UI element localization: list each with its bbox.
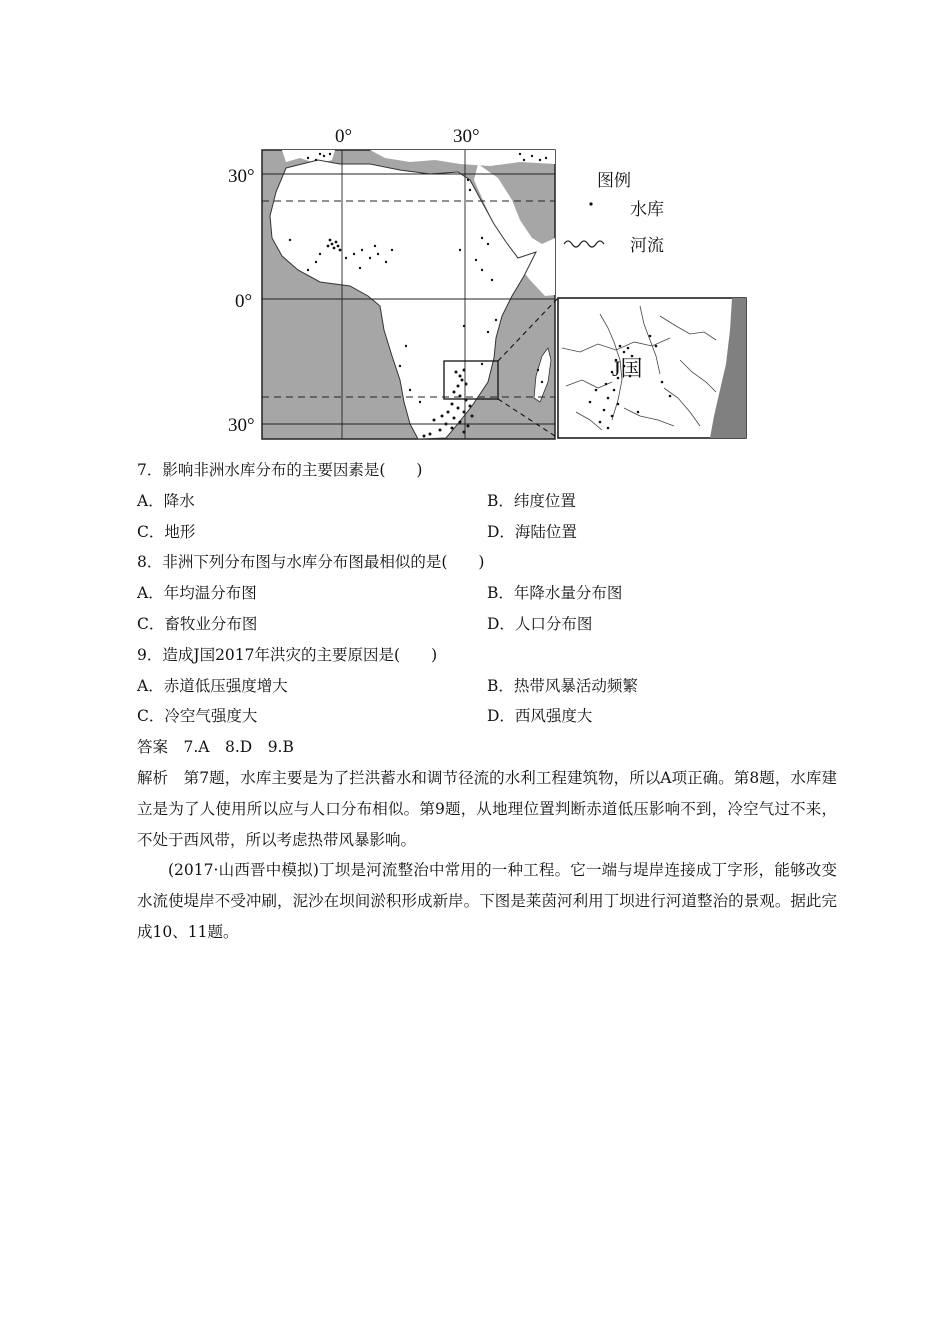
inset-j-label: J国 [612,356,643,381]
question-9-options-row-1 [137,671,837,702]
question-7-option-d: D．海陆位置 [487,522,577,541]
question-8-stem: 8．非洲下列分布图与水库分布图最相似的是( ) [137,553,485,572]
inset-j-country-map [558,298,746,438]
legend-reservoir-label: 水库 [630,200,664,220]
lat-label-30s: 30° [228,415,255,436]
question-8-option-b: B．年降水量分布图 [487,584,623,603]
question-9-option-a: A．赤道低压强度增大 [137,676,288,695]
africa-reservoir-map [220,120,760,450]
lat-label-0: 0° [235,291,253,312]
legend-river-label: 河流 [630,236,664,256]
question-8-option-d: D．人口分布图 [487,614,593,633]
question-9-option-d: D．西风强度大 [487,707,593,726]
question-9-stem: 9．造成J国2017年洪灾的主要原因是( ) [137,645,438,664]
lat-label-30n: 30° [228,166,255,187]
question-8-option-a: A．年均温分布图 [137,584,257,603]
question-7-option-a: A．降水 [137,491,195,510]
question-7-option-c: C．地形 [137,522,196,541]
question-8-options-row-2 [137,609,837,640]
question-7-options-row-2 [137,517,837,548]
question-9-option-b: B．热带风暴活动频繁 [487,676,638,695]
question-8-option-c: C．畜牧业分布图 [137,614,258,633]
analysis-paragraph: 解析 第7题，水库主要是为了拦洪蓄水和调节径流的水利工程建筑物，所以A项正确。第8题，水库建立是为了人使用所以应与人口分布相似。第9题，从地理位置判断赤道低压影响不到，冷空气过不来，不处于西风带，所以考虑热带风暴影响。 [137,768,837,849]
answer-line: 答案 7.A 8.D 9.B [137,738,294,757]
question-9-option-c: C．冷空气强度大 [137,707,258,726]
question-7-stem: 7．影响非洲水库分布的主要因素是( ) [137,461,423,479]
dot-icon [589,202,592,205]
question-7-options-row-1 [137,486,837,517]
river-wave-icon [564,241,604,247]
question-7-option-b: B．纬度位置 [487,491,576,510]
intro-paragraph: (2017·山西晋中模拟)丁坝是河流整治中常用的一种工程。它一端与堤岸连接成丁字形，能够改变水流使堤岸不受冲刷，泥沙在坝间淤积形成新岸。下图是莱茵河利用丁坝进行河道整治的景观。据此完成10、11题。 [137,861,837,941]
map-legend [564,171,664,256]
question-8-options-row-1 [137,578,837,609]
question-9-options-row-2 [137,701,837,732]
legend-title: 图例 [597,171,631,191]
main-map [262,150,558,439]
lon-label-0: 0° [335,126,353,147]
lon-label-30: 30° [453,126,480,147]
question-content [137,455,837,948]
